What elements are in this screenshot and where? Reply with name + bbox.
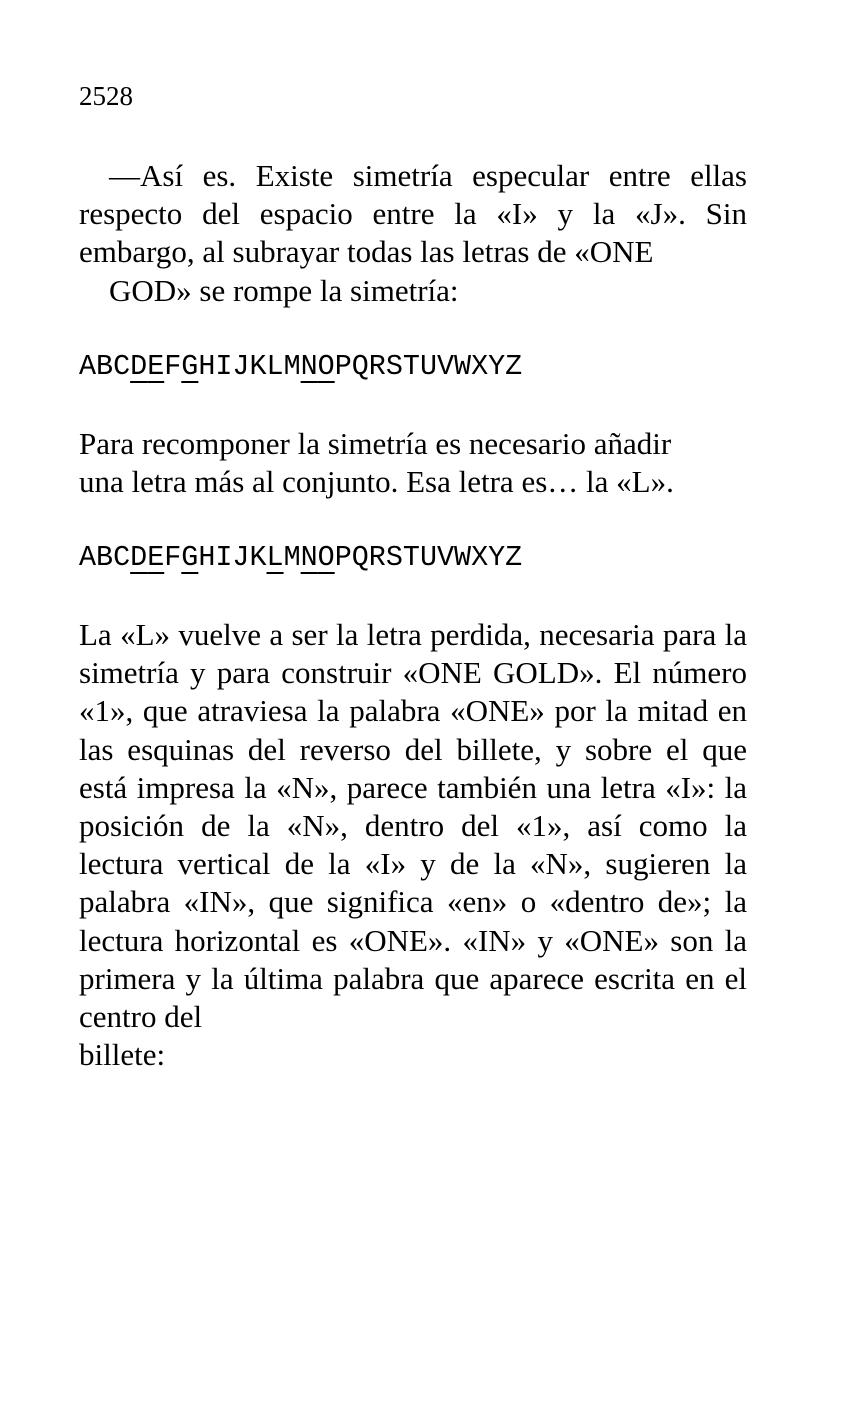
paragraph-1-text: —Así es. Existe simetría especular entre ellas respecto del espacio entre la «I» y la «J». Sin embargo, al subrayar todas las letras de «ONE [79, 158, 747, 270]
alphabet-letter-c: C [113, 541, 131, 574]
alphabet-letter-s: S [385, 541, 403, 574]
alphabet-letter-y: Y [488, 541, 506, 574]
paragraph-3 [79, 616, 747, 1074]
alphabet-letter-c: C [113, 350, 131, 383]
alphabet-letter-o: O [317, 350, 335, 383]
alphabet-letter-p: P [334, 350, 352, 383]
alphabet-letter-g: G [181, 541, 199, 574]
paragraph-3-last-line: billete: [79, 1037, 166, 1073]
alphabet-letter-r: R [368, 350, 386, 383]
paragraph-1 [79, 157, 747, 310]
alphabet-letter-g: G [181, 350, 199, 383]
alphabet-letter-i: I [215, 541, 233, 574]
alphabet-letter-e: E [147, 350, 165, 383]
alphabet-letter-a: A [79, 350, 97, 383]
alphabet-letter-i: I [215, 350, 233, 383]
alphabet-letter-b: B [96, 350, 114, 383]
alphabet-letter-k: K [249, 541, 267, 574]
alphabet-letter-y: Y [488, 350, 506, 383]
alphabet-letter-r: R [368, 541, 386, 574]
alphabet-letter-s: S [385, 350, 403, 383]
alphabet-letter-p: P [334, 541, 352, 574]
alphabet-letter-a: A [79, 541, 97, 574]
alphabet-letter-k: K [249, 350, 267, 383]
alphabet-letter-z: Z [505, 541, 523, 574]
page-number: 2528 [79, 81, 133, 111]
alphabet-letter-d: D [130, 541, 148, 574]
alphabet-letter-z: Z [505, 350, 523, 383]
alphabet-letter-h: H [198, 541, 216, 574]
alphabet-letter-h: H [198, 350, 216, 383]
alphabet-row-1 [79, 350, 522, 384]
paragraph-2-last-line: una letra más al conjunto. Esa letra es… la «L». [79, 464, 674, 500]
alphabet-letter-u: U [419, 350, 437, 383]
paragraph-2 [79, 425, 747, 501]
alphabet-letter-v: V [436, 541, 455, 574]
alphabet-letter-n: N [300, 350, 318, 383]
alphabet-letter-j: J [232, 350, 250, 383]
alphabet-letter-t: T [402, 541, 420, 574]
alphabet-letter-d: D [130, 350, 148, 383]
paragraph-2-text: Para recomponer la simetría es necesario añadir [79, 426, 672, 461]
alphabet-letter-e: E [147, 541, 165, 574]
alphabet-letter-x: X [471, 350, 489, 383]
alphabet-letter-n: N [300, 541, 318, 574]
alphabet-letter-v: V [436, 350, 455, 383]
paragraph-3-text: La «L» vuelve a ser la letra perdida, necesaria para la simetría y para construir «ONE GOLD». El número «1», que atraviesa la palabra «ONE» por la mitad en las esquinas del reverso del billete, y sobre el que está impresa la «N», parece también una letra «I»: la posición de la «N», dentro del «1», así como la lectura vertical de la «I» y de la «N», sugieren la palabra «IN», que significa «en» o «dentro de»; la lectura horizontal es «ONE». «IN» y «ONE» son la primera y la última palabra que aparece escrita en el centro del [79, 617, 747, 1035]
paragraph-1-last-line: GOD» se rompe la simetría: [109, 272, 459, 308]
alphabet-letter-q: Q [351, 350, 369, 383]
alphabet-letter-m: M [283, 541, 301, 574]
alphabet-letter-b: B [96, 541, 114, 574]
alphabet-letter-o: O [317, 541, 335, 574]
alphabet-letter-q: Q [351, 541, 369, 574]
alphabet-letter-x: X [471, 541, 489, 574]
alphabet-letter-l: L [266, 350, 284, 383]
alphabet-letter-t: T [402, 350, 420, 383]
alphabet-row-2 [79, 541, 522, 575]
alphabet-letter-f: F [164, 541, 182, 574]
alphabet-letter-l: L [266, 541, 284, 574]
alphabet-letter-w: W [454, 350, 472, 383]
alphabet-letter-f: F [164, 350, 182, 383]
alphabet-letter-u: U [419, 541, 437, 574]
alphabet-letter-w: W [454, 541, 472, 574]
alphabet-letter-m: M [283, 350, 301, 383]
alphabet-letter-j: J [232, 541, 250, 574]
